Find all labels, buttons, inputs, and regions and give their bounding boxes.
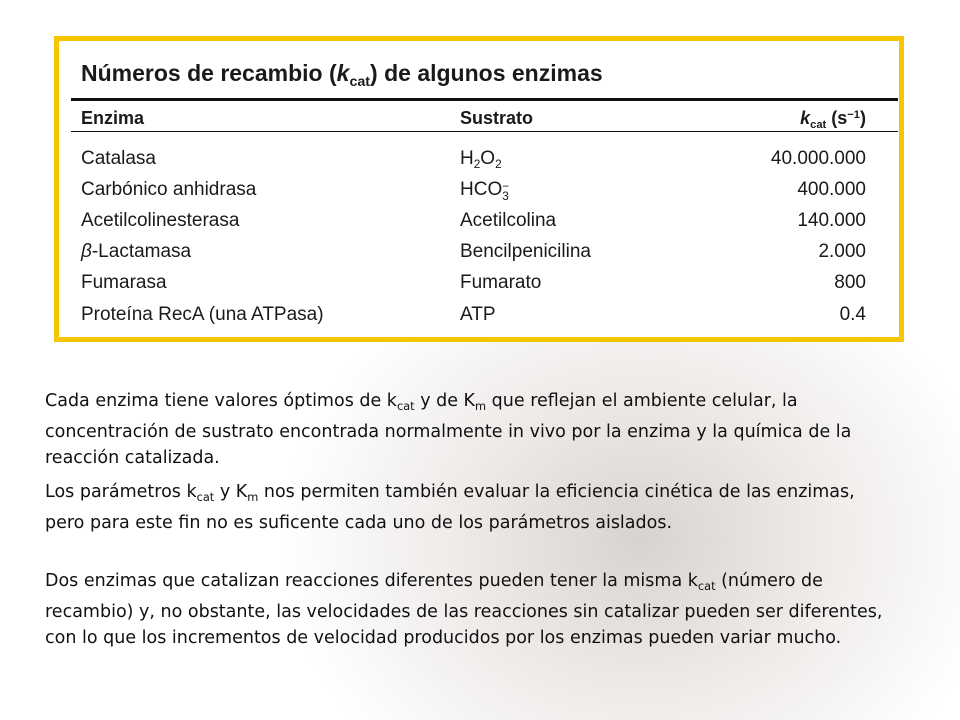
table-cell-substrate: HCO − 3 (460, 179, 510, 204)
table-cell-kcat: 140.000 (797, 210, 866, 231)
table-top-rule (71, 98, 898, 101)
paragraph-1: Cada enzima tiene valores óptimos de $k_{cat}$ y de $K_m$ que reflejan el ambiente celular, la concentración de sustrato encontrada normalmente in vivo por la enzima y la química de la reacción catalizada. (45, 391, 852, 468)
table-cell-kcat: 400.000 (797, 179, 866, 200)
paragraph-2: Los parámetros $k_{cat}$ y $K_m$ nos permiten también evaluar la eficiencia cinética de las enzimas, pero para este fin no es suficente cada uno de los parámetros aislados. (45, 482, 855, 533)
table-cell-enzyme: Proteína RecA (una ATPasa) (81, 304, 324, 325)
table-cell-kcat: 0.4 (839, 304, 866, 325)
table-cell-kcat: 800 (834, 272, 866, 293)
table-cell-enzyme: Acetilcolinesterasa (81, 210, 240, 231)
table-cell-substrate: ATP (460, 304, 496, 325)
table-cell-substrate: Bencilpenicilina (460, 241, 591, 262)
header-substrate: Sustrato (460, 108, 534, 128)
header-kcat: $k_{cat}$ $(s^{-1})$ (800, 108, 866, 131)
table-cell-kcat: 40.000.000 (770, 148, 866, 169)
table-cell-substrate: $H_2O_2$ (460, 148, 502, 172)
table-cell-enzyme: Fumarasa (81, 272, 167, 293)
turnover-table (54, 36, 904, 342)
table-header-rule (71, 131, 898, 132)
table-cell-enzyme: Carbónico anhidrasa (81, 179, 257, 200)
table-cell-enzyme: Catalasa (81, 148, 156, 169)
header-enzyme: Enzima (81, 108, 145, 128)
table-cell-enzyme: β-Lactamasa (81, 241, 192, 262)
table-cell-substrate: Acetilcolina (460, 210, 557, 231)
table-cell-substrate: Fumarato (460, 272, 542, 293)
table-cell-kcat: 2.000 (818, 241, 866, 262)
table-title: Números de recambio $(k_{cat})$ de algunos enzimas (81, 60, 603, 90)
paragraph-3: Dos enzimas que catalizan reacciones diferentes pueden tener la misma $k_{cat}$ (número de recambio) y, no obstante, las velocidades de las reacciones sin catalizar pueden ser diferentes, con lo que los incrementos de velocidad producidos por los enzimas pueden variar mucho. (45, 571, 883, 648)
